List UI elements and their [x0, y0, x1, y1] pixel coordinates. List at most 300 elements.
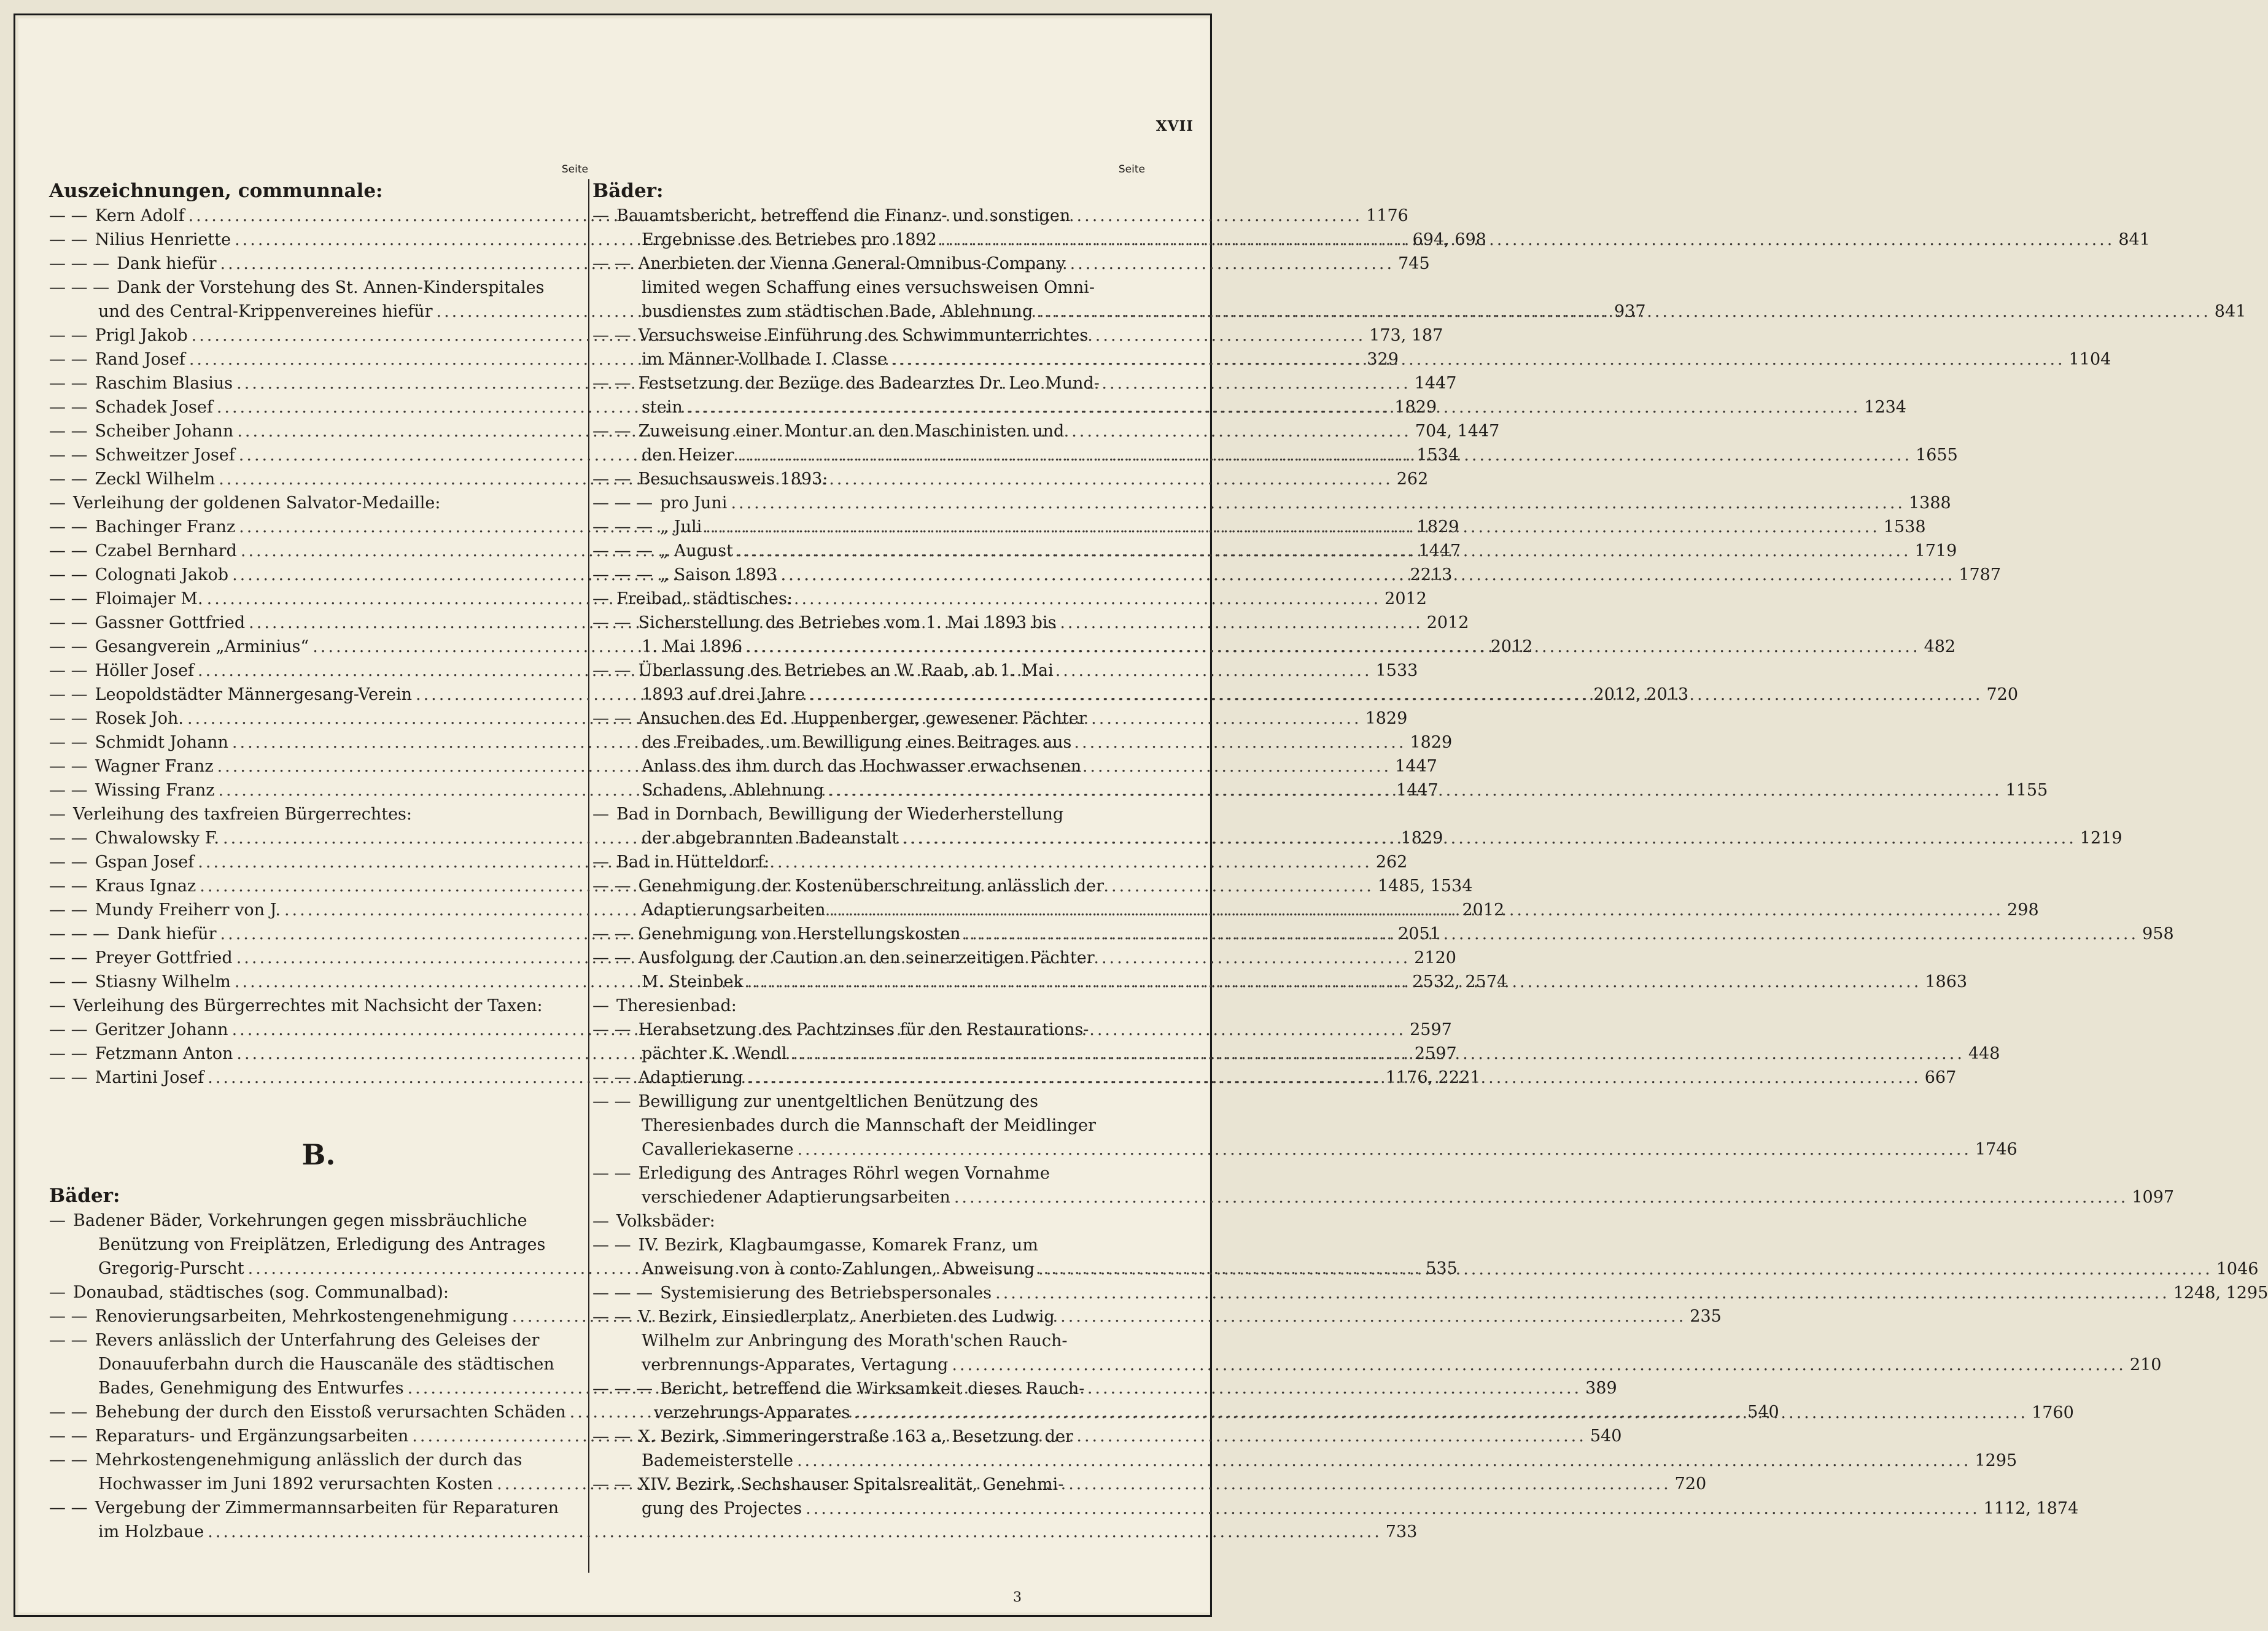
entry-dash: — — [592, 1475, 631, 1494]
entry-dash: — — [592, 326, 631, 345]
entry-page-ref: 1046 [2216, 1260, 2259, 1279]
entry-text: Geritzer Johann [95, 1020, 228, 1039]
entry-text: V. Bezirk, Einsiedlerplatz, Anerbieten des Ludwig [638, 1308, 1055, 1327]
entry-text: und des Central-Krippenvereines hiefür [98, 302, 433, 321]
entry-text: Besuchsausweis 1893: [638, 470, 828, 489]
entry-dash: — — [49, 1020, 88, 1039]
leader-dots [743, 1066, 1925, 1090]
entry-text: Prigl Jakob [95, 326, 188, 345]
entry-dash: — — [49, 206, 88, 225]
entry-page-ref: 329 [1367, 350, 1399, 369]
entry-text: Ergebnisse des Betriebes pro 1892 [642, 230, 937, 249]
entry-page-ref: 482 [1924, 637, 1956, 656]
index-entry [592, 1090, 1145, 1114]
entry-text: Verleihung des taxfreien Bürgerrechtes: [73, 805, 413, 824]
signature-number: 3 [1013, 1590, 1022, 1605]
entry-text: Genehmigung von Herstellungskosten [638, 924, 961, 943]
entry-page-ref: 540 [1747, 1403, 1779, 1422]
entry-text: gung des Projectes [642, 1499, 802, 1518]
entry-page-ref: 1787 [1959, 565, 2002, 584]
entry-text: Genehmigung der Kostenüberschreitung anlässlich der [638, 877, 1104, 896]
entry-page-ref: 1533 [1375, 661, 1418, 680]
entry-text: Mehrkostengenehmigung anlässlich der durch das [95, 1451, 522, 1470]
entry-text: Mundy Freiherr von J. [95, 901, 281, 920]
entry-text: pro Juni [660, 494, 728, 513]
entry-dash: — — [49, 853, 88, 872]
entry-text: Festsetzung der Bezüge des Badearztes Dr. Leo Mund- [638, 374, 1100, 393]
entry-text: Zuweisung einer Montur an den Maschinisten und [638, 422, 1065, 441]
leader-dots [850, 1401, 2032, 1425]
index-entry [49, 994, 588, 1018]
entry-text: Verleihung des Bürgerrechtes mit Nachsicht der Taxen: [73, 996, 543, 1015]
entry-dash: — [592, 1212, 609, 1231]
letter-heading-b: B. [301, 1138, 336, 1171]
index-entry [592, 1209, 1145, 1233]
leader-dots [961, 922, 2143, 946]
entry-dash: — [49, 1211, 66, 1230]
entry-dash: — — [49, 326, 88, 345]
entry-page-ref: 1295 [1975, 1451, 2018, 1470]
entry-dash: — — [49, 374, 88, 393]
page-number: XVII [1155, 118, 1194, 134]
entry-dash: — — [49, 781, 88, 800]
entry-dash: — — [592, 661, 631, 680]
entry-dash: — — [592, 1164, 631, 1183]
entry-text: M. Steinbek [642, 972, 744, 991]
entry-dash: — — — [49, 924, 110, 943]
leader-dots [1033, 300, 2215, 323]
entry-text: 1893 auf drei Jahre [642, 685, 805, 704]
leader-dots [793, 1137, 1975, 1161]
index-entry [592, 707, 1145, 730]
index-entry [592, 252, 1145, 276]
entry-dash: — — [49, 422, 88, 441]
entry-page-ref: 667 [1924, 1068, 1957, 1087]
entry-page-ref: 1746 [1975, 1140, 2018, 1159]
entry-text: Donauuferbahn durch die Hauscanäle des städtischen [98, 1355, 554, 1374]
entry-text: Colognati Jakob [95, 565, 229, 584]
entry-page-ref: 1097 [2132, 1188, 2175, 1207]
entry-text: Raschim Blasius [95, 374, 233, 393]
index-entry [592, 467, 1145, 491]
entry-page-ref: 1485, 1534 [1377, 877, 1473, 896]
entry-text: Herabsetzung des Pachtzinses für den Restaurations- [638, 1020, 1089, 1039]
index-entry [592, 1473, 1145, 1497]
index-entry [592, 1329, 1145, 1353]
index-entry [592, 874, 1145, 898]
entry-page-ref: 262 [1375, 853, 1408, 872]
entry-page-ref: 1655 [1916, 446, 1958, 465]
leader-dots [898, 826, 2080, 850]
entry-page-ref: 1829 [1400, 829, 1443, 848]
leader-dots [727, 491, 1909, 515]
entry-dash: — — — [592, 494, 653, 513]
entry-text: stein [642, 398, 683, 417]
entry-dash: — [49, 996, 66, 1015]
entry-dash: — — — [592, 517, 653, 537]
entry-dash: — — [49, 1331, 88, 1350]
entry-text: Reparaturs- und Ergänzungsarbeiten [95, 1427, 409, 1446]
entry-text: verzehrungs-Apparates [654, 1403, 850, 1422]
entry-page-ref: 1760 [2032, 1403, 2074, 1422]
index-entry [592, 1185, 2175, 1209]
index-entry [49, 1496, 588, 1520]
entry-page-ref: 694, 698 [1412, 230, 1486, 249]
leader-dots [204, 1520, 1386, 1544]
entry-dash: — — [592, 1020, 631, 1039]
entry-text: Verleihung der goldenen Salvator-Medaille: [73, 494, 441, 513]
entry-page-ref: 1829 [1365, 709, 1408, 728]
entry-dash: — — [49, 230, 88, 249]
leader-dots [802, 1497, 1984, 1521]
entry-text: Chwalowsky F. [95, 829, 220, 848]
entry-text: X. Bezirk, Simmeringerstraße 163 a, Besetzung der [638, 1427, 1073, 1446]
entry-text: busdienstes zum städtischen Bade, Ablehnung [642, 302, 1033, 321]
entry-text: „ Saison 1893 [660, 565, 777, 584]
entry-text: Benützung von Freiplätzen, Erledigung des Antrages [98, 1235, 546, 1254]
index-entry [592, 730, 1145, 754]
index-entry [49, 1280, 588, 1304]
entry-text: Volksbäder: [616, 1212, 715, 1231]
entry-page-ref: 2213 [1410, 565, 1453, 584]
entry-text: Zeckl Wilhelm [95, 470, 216, 489]
entry-dash: — — [49, 948, 88, 967]
entry-page-ref: 210 [2129, 1355, 2162, 1374]
entry-text: Anweisung von à conto-Zahlungen, Abweisung [642, 1260, 1035, 1279]
entry-page-ref: 958 [2142, 924, 2174, 943]
entry-text: Wagner Franz [95, 757, 214, 776]
entry-text: Martini Josef [95, 1068, 204, 1087]
entry-page-ref: 745 [1398, 254, 1430, 273]
entry-page-ref: 2012 [1462, 901, 1505, 920]
leader-dots [734, 443, 1916, 467]
entry-text: Gesangverein „Arminius“ [95, 637, 309, 656]
leader-dots [702, 515, 1884, 539]
index-entry [49, 491, 588, 515]
index-entry [592, 850, 1145, 874]
index-entry [49, 1520, 1418, 1544]
entry-page-ref: 1219 [2080, 829, 2122, 848]
leader-dots [683, 395, 1865, 419]
entry-text: der abgebrannten Badeanstalt [642, 829, 899, 848]
leader-dots [1035, 1257, 2216, 1281]
entry-text: Ausfolgung der Caution an den seinerzeitigen Pächter [638, 948, 1095, 967]
entry-text: Kraus Ignaz [95, 877, 196, 896]
entry-text: Überlassung des Betriebes an W. Raab, ab 1. Mai [638, 661, 1054, 680]
entry-page-ref: 720 [1986, 685, 2019, 704]
entry-page-ref: 1104 [2068, 350, 2111, 369]
entry-text: Sicherstellung des Betriebes vom 1. Mai 1893 bis [638, 613, 1057, 632]
entry-text: verbrennungs-Apparates, Vertagung [642, 1355, 949, 1374]
entry-dash: — — [49, 972, 88, 991]
entry-dash: — — [49, 1307, 88, 1326]
section-heading-baeder-right: Bäder: [592, 180, 664, 202]
entry-dash: — — [49, 685, 88, 704]
entry-dash: — — [49, 829, 88, 848]
index-entry [592, 802, 1145, 826]
entry-text: 1. Mai 1896 [642, 637, 743, 656]
entry-dash: — — [592, 254, 631, 273]
entry-dash: — — [49, 1044, 88, 1063]
entry-text: Bachinger Franz [95, 517, 236, 537]
index-entry [592, 491, 1951, 515]
entry-page-ref: 2012 [1384, 589, 1427, 608]
entry-dash: — — [592, 1068, 631, 1087]
entry-page-ref: 1447 [1396, 781, 1439, 800]
index-entry [592, 371, 1145, 395]
entry-dash: — — — [592, 1284, 653, 1303]
entry-text: „ August [660, 541, 734, 560]
index-entry [592, 1449, 2018, 1473]
entry-dash: — — [592, 1308, 631, 1327]
entry-page-ref: 1719 [1914, 541, 1957, 560]
entry-dash: — — — [592, 565, 653, 584]
index-entry [592, 659, 1145, 683]
entry-dash: — — [592, 470, 631, 489]
entry-text: des Freibades, um Bewilligung eines Beitrages aus [642, 733, 1072, 752]
entry-dash: — — [49, 733, 88, 752]
entry-page-ref: 2051 [1398, 924, 1440, 943]
entry-text: Schadek Josef [95, 398, 213, 417]
entry-dash: — — [49, 637, 88, 656]
entry-dash: — [49, 805, 66, 824]
entry-text: Systemisierung des Betriebspersonales [660, 1284, 992, 1303]
index-entry [592, 1281, 2268, 1305]
entry-text: Renovierungsarbeiten, Mehrkostengenehmigung [95, 1307, 508, 1326]
entry-page-ref: 2012, 2013 [1593, 685, 1689, 704]
entry-text: Schadens, Ablehnung [642, 781, 825, 800]
entry-dash: — — [49, 565, 88, 584]
entry-dash: — — [592, 613, 631, 632]
entry-text: pächter K. Wendl [642, 1044, 787, 1063]
entry-text: Dank hiefür [117, 254, 217, 273]
entry-text: verschiedener Adaptierungsarbeiten [642, 1188, 950, 1207]
entry-text: Schmidt Johann [95, 733, 228, 752]
index-entry [592, 1377, 1145, 1401]
entry-page-ref: 262 [1396, 470, 1429, 489]
entry-page-ref: 1447 [1395, 757, 1437, 776]
entry-page-ref: 2597 [1410, 1020, 1452, 1039]
entry-text: Bades, Genehmigung des Entwurfes [98, 1379, 404, 1398]
leader-dots [948, 1353, 2130, 1377]
index-entry [592, 419, 1145, 443]
entry-dash: — [592, 996, 609, 1015]
index-entry [592, 1305, 1145, 1329]
index-entry [592, 994, 1145, 1018]
entry-dash: — — [592, 1236, 631, 1255]
entry-page-ref: 1829 [1394, 398, 1437, 417]
entry-text: Bademeisterstelle [642, 1451, 793, 1470]
index-entry [592, 754, 1145, 778]
entry-dash: — — [592, 948, 631, 967]
entry-page-ref: 1447 [1414, 374, 1457, 393]
entry-dash: — — [49, 1451, 88, 1470]
entry-text: Ansuchen des Ed. Huppenberger, gewesener Pächter [638, 709, 1087, 728]
entry-page-ref: 841 [2214, 302, 2247, 321]
entry-text: IV. Bezirk, Klagbaumgasse, Komarek Franz, um [638, 1236, 1038, 1255]
entry-text: Revers anlässlich der Unterfahrung des Geleises der [95, 1331, 540, 1350]
entry-page-ref: 1388 [1908, 494, 1951, 513]
index-entry [49, 1448, 588, 1472]
entry-text: Gassner Gottfried [95, 613, 246, 632]
entry-text: Schweitzer Josef [95, 446, 235, 465]
entry-page-ref: 1829 [1416, 517, 1459, 537]
entry-dash: — [592, 206, 609, 225]
index-entry [49, 1209, 588, 1233]
index-entry [592, 946, 1145, 970]
leader-dots [992, 1281, 2173, 1305]
entry-text: limited wegen Schaffung eines versuchsweisen Omni- [642, 278, 1095, 297]
leader-dots [744, 970, 1925, 994]
entry-dash: — — [49, 589, 88, 608]
seite-label-right: Seite [1118, 163, 1145, 176]
entry-text: Wilhelm zur Anbringung des Morath'schen Rauch- [642, 1331, 1068, 1350]
entry-text: Cavalleriekaserne [642, 1140, 794, 1159]
entry-text: Gregorig-Purscht [98, 1259, 244, 1278]
entry-dash: — — [49, 757, 88, 776]
entry-page-ref: 173, 187 [1369, 326, 1443, 345]
entry-page-ref: 937 [1614, 302, 1646, 321]
entry-dash: — — — [49, 254, 110, 273]
leader-dots [742, 635, 1924, 659]
entry-text: Anerbieten der Vienna General-Omnibus-Company [638, 254, 1066, 273]
entry-text: Versuchsweise Einführung des Schwimmunterrichtes [638, 326, 1089, 345]
entry-text: Hochwasser im Juni 1892 verursachten Kosten [98, 1474, 494, 1493]
entry-text: Czabel Bernhard [95, 541, 237, 560]
entry-text: Fetzmann Anton [95, 1044, 233, 1063]
entry-page-ref: 2532, 2574 [1412, 972, 1508, 991]
entry-text: Erledigung des Antrages Röhrl wegen Vornahme [638, 1164, 1050, 1183]
index-entry [592, 1425, 1145, 1449]
index-entry [592, 1161, 1145, 1185]
entry-page-ref: 535 [1426, 1259, 1458, 1278]
entry-dash: — — [49, 1068, 88, 1087]
entry-page-ref: 2120 [1414, 948, 1456, 967]
entry-dash: — — [49, 1403, 88, 1422]
index-entry [592, 1497, 2079, 1521]
entry-page-ref: 298 [2007, 901, 2039, 920]
entry-text: Leopoldstädter Männergesang-Verein [95, 685, 412, 704]
entry-page-ref: 1447 [1418, 541, 1461, 560]
entry-dash: — [592, 805, 609, 824]
entry-dash: — — [49, 1498, 88, 1517]
entry-text: Gspan Josef [95, 853, 195, 872]
entry-text: Rosek Joh. [95, 709, 184, 728]
entry-dash: — — [49, 709, 88, 728]
entry-page-ref: 2012 [1426, 613, 1469, 632]
index-page [18, 18, 2268, 1613]
entry-dash: — — [49, 661, 88, 680]
entry-text: Dank der Vorstehung des St. Annen-Kinderspitales [117, 278, 545, 297]
entry-dash: — — [49, 470, 88, 489]
entry-dash: — [592, 589, 609, 608]
entry-text: Behebung der durch den Eisstoß verursachten Schäden [95, 1403, 566, 1422]
entry-page-ref: 704, 1447 [1415, 422, 1500, 441]
leader-dots [805, 683, 1987, 707]
entry-dash: — — [592, 709, 631, 728]
leader-dots [887, 347, 2069, 371]
entry-text: Rand Josef [95, 350, 185, 369]
entry-text: im Holzbaue [98, 1522, 204, 1541]
entry-page-ref: 733 [1385, 1522, 1418, 1541]
entry-dash: — — [49, 446, 88, 465]
entry-page-ref: 720 [1674, 1474, 1707, 1493]
entry-text: Bewilligung zur unentgeltlichen Benützung des [638, 1092, 1039, 1111]
leader-dots [777, 563, 1959, 587]
entry-page-ref: 1176, 2221 [1385, 1068, 1481, 1087]
entry-page-ref: 1112, 1874 [1983, 1499, 2079, 1518]
index-entry [592, 1233, 1145, 1257]
index-entry [592, 204, 1145, 228]
entry-text: Vergebung der Zimmermannsarbeiten für Reparaturen [95, 1498, 559, 1517]
entry-dash: — — [49, 901, 88, 920]
entry-dash: — [592, 853, 609, 872]
entry-dash: — — [592, 924, 631, 943]
entry-dash: — — [49, 877, 88, 896]
index-entry [49, 1352, 588, 1376]
section-heading-baeder-left: Bäder: [49, 1185, 120, 1207]
entry-dash: — — — [592, 1379, 653, 1398]
entry-text: Wissing Franz [95, 781, 215, 800]
entry-dash: — — [49, 350, 88, 369]
entry-text: Anlass des ihm durch das Hochwasser erwachsenen [642, 757, 1082, 776]
index-entry [592, 1353, 2162, 1377]
entry-text: Theresienbad: [616, 996, 737, 1015]
entry-text: den Heizer [642, 446, 734, 465]
leader-dots [824, 778, 2006, 802]
index-entry [592, 276, 1145, 300]
index-entry [592, 611, 1145, 635]
entry-page-ref: 2597 [1414, 1044, 1457, 1063]
entry-page-ref: 1155 [2005, 781, 2048, 800]
entry-dash: — — [592, 1092, 631, 1111]
entry-dash: — [49, 1283, 66, 1302]
entry-text: Adaptierungsarbeiten [642, 901, 826, 920]
entry-page-ref: 1538 [1883, 517, 1926, 537]
entry-page-ref: 1534 [1416, 446, 1459, 465]
leader-dots [786, 1042, 1968, 1066]
index-entry [49, 1233, 588, 1257]
entry-text: Badener Bäder, Vorkehrungen gegen missbräuchliche [73, 1211, 527, 1230]
entry-dash: — — [49, 517, 88, 537]
entry-dash: — — — [592, 541, 653, 560]
entry-dash: — [49, 494, 66, 513]
entry-text: Preyer Gottfried [95, 948, 233, 967]
entry-dash: — — [49, 398, 88, 417]
entry-text: Scheiber Johann [95, 422, 234, 441]
entry-text: Theresienbades durch die Mannschaft der Meidlinger [642, 1116, 1096, 1135]
entry-text: XIV. Bezirk, Sechshauser Spitalsrealität, Genehmi- [638, 1475, 1064, 1494]
leader-dots [937, 228, 2119, 252]
entry-text: Bad in Dornbach, Bewilligung der Wiederherstellung [616, 805, 1064, 824]
leader-dots [826, 898, 2008, 922]
entry-text: Bericht, betreffend die Wirksamkeit dieses Rauch- [660, 1379, 1085, 1398]
entry-text: Höller Josef [95, 661, 195, 680]
section-heading-auszeichnungen: Auszeichnungen, communnale: [49, 180, 383, 202]
index-entry [592, 587, 1145, 611]
entry-text: Kern Adolf [95, 206, 185, 225]
entry-dash: — — [592, 374, 631, 393]
entry-page-ref: 1234 [1864, 398, 1906, 417]
entry-dash: — — [592, 877, 631, 896]
entry-page-ref: 1829 [1410, 733, 1453, 752]
entry-text: Nilius Henriette [95, 230, 231, 249]
index-entry [592, 1137, 2018, 1161]
entry-text: Dank hiefür [117, 924, 217, 943]
entry-page-ref: 841 [2118, 230, 2150, 249]
entry-dash: — — [49, 613, 88, 632]
entry-page-ref: 1176 [1366, 206, 1408, 225]
